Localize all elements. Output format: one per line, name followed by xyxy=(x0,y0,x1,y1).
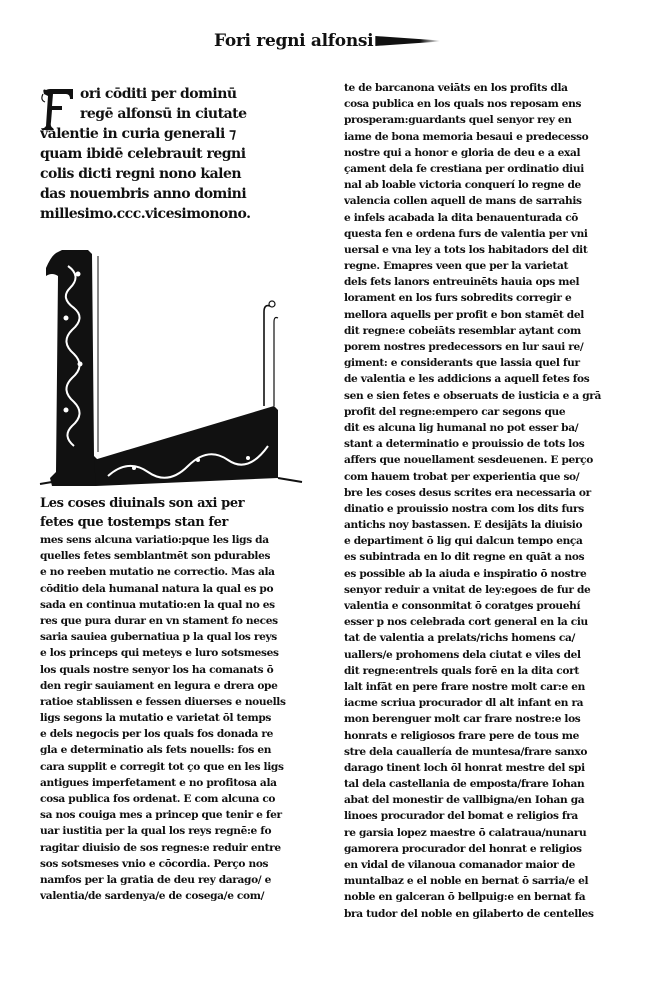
text-line: honrats e religiosos frare pere de tous me xyxy=(344,729,580,742)
text-line: e dels negocis per los quals fos donada re xyxy=(40,728,274,741)
text-line: e no reeben mutatio ne correctio. Mas ala xyxy=(40,566,275,579)
heading-line: regē alfonsū in ciutate xyxy=(80,106,247,122)
heading-line: das nouembris anno domini xyxy=(40,186,247,202)
text-line: nostre qui a honor e gloria de deu e a exal xyxy=(344,146,581,159)
text-line: ligs segons la mutatio e varietat ōl temps xyxy=(40,712,271,725)
heading-line: quam ibidē celebrauit regni xyxy=(40,146,246,162)
text-line: cara supplit e corregit tot ço que en les ligs xyxy=(40,760,284,773)
text-line: uallers/e prohomens dela ciutat e viles del xyxy=(344,648,581,661)
text-line: senyor reduir a vnitat de ley:egoes de fur de xyxy=(344,583,591,596)
text-line: saria sauiea gubernatiua p la qual los reys xyxy=(40,631,277,644)
text-line: sos sotsmeses vnio e cōcordia. Perço nos xyxy=(40,857,269,870)
heading-line: colis dicti regni nono kalen xyxy=(40,166,242,182)
text-line: los quals nostre senyor los ha comanats ō xyxy=(40,663,274,676)
right-column-body xyxy=(344,80,606,922)
lead-line: Les coses diuinals son axi per xyxy=(40,496,245,511)
text-line: bre les coses desus scrites era necessaria or xyxy=(344,486,591,499)
text-line: es possible ab la aiuda e inspiratio ō nostre xyxy=(344,567,587,580)
text-line: tal dela castellania de emposta/frare Iohan xyxy=(344,778,585,791)
text-line: esser p nos celebrada cort general en la ciu xyxy=(344,616,588,629)
text-line: lorament en los furs sobredits corregir e xyxy=(344,292,572,305)
text-line: valentia/de sardenya/e de cosega/e com/ xyxy=(40,890,265,903)
text-line: porem nostres predecessors en lur saui re/ xyxy=(344,341,584,353)
text-line: cosa publica fos ordenat. E com alcuna co xyxy=(40,793,276,805)
text-line: gla e determinatio als fets nouells: fos en xyxy=(40,744,272,757)
text-line: uersal e vna ley a tots los habitadors del dit xyxy=(344,243,588,256)
text-line: linoes procurador del bomat e religios fra xyxy=(344,810,578,823)
heading-line: valentie in curia generali ⁊ xyxy=(40,126,236,142)
running-head xyxy=(214,28,440,54)
text-line: valencia collen aquell de mans de sarrahis xyxy=(344,195,582,208)
text-line: dit es alcuna lig humanal no pot esser ba/ xyxy=(344,421,579,434)
heading-line: ori cōditi per dominū xyxy=(80,86,237,102)
text-line: nal ab loable victoria conquerí lo regne de xyxy=(344,179,581,192)
text-line: sen e sien fetes e obseruats de iusticia e a grā xyxy=(344,389,602,402)
left-column-body xyxy=(40,494,302,904)
text-line: den regir sauiament en legura e drera ope xyxy=(40,679,278,692)
text-line: quelles fetes semblantmēt son pdurables xyxy=(40,550,271,563)
running-head-text: Fori regni alfonsi xyxy=(214,31,374,51)
text-line: com hauem trobat per experientia que so/ xyxy=(344,470,580,483)
text-line: e los princeps qui meteys e luro sotsmeses xyxy=(40,647,279,660)
text-line: es subintrada en lo dit regne en quāt a nos xyxy=(344,551,585,564)
text-line: e departiment ō lig qui dalcun tempo ença xyxy=(344,535,583,548)
text-line: re garsia lopez maestre ō calatraua/nunaru xyxy=(344,826,587,839)
text-line: ratioe stablissen e fessen diuerses e nouells xyxy=(40,695,286,708)
text-line: valentia e consonmitat ō coratges prouehí xyxy=(344,600,581,612)
text-line: affers que nouellament sesdeuenen. E perço xyxy=(344,454,593,467)
text-line: res que pura durar en vn stament fo neces xyxy=(40,614,278,627)
text-line: dit regne:entrels quals forē en la dita cort xyxy=(344,664,579,677)
text-line: prosperam:guardants quel senyor rey en xyxy=(344,114,572,127)
text-line: te de barcanona veiāts en los profits dla xyxy=(344,82,568,94)
text-line: gamorera procurador del honrat e religios xyxy=(344,842,582,855)
text-line: iame de bona memoria besaui e predecesso xyxy=(344,130,589,143)
text-line: ragitar diuisio de sos regnes:e reduir entre xyxy=(40,841,281,854)
text-line: cosa publica en los quals nos reposam ens xyxy=(344,98,582,111)
text-line: en vidal de vilanoua comanador maior de xyxy=(344,859,576,871)
text-line: iacme scriua procurador dl alt infant en ra xyxy=(344,697,584,710)
text-line: e infels acabada la dita benauenturada cō xyxy=(344,211,579,224)
text-line: questa fen e ordena furs de valentia per vni xyxy=(344,227,588,240)
text-line: stre dela cauallería de muntesa/frare sanxo xyxy=(344,745,588,758)
text-line: sa nos couiga mes a princep que tenir e fer xyxy=(40,809,282,822)
text-line: regne. Emapres veen que per la varietat xyxy=(344,260,569,273)
text-line: mellora aquells per profit e bon stamēt del xyxy=(344,308,584,321)
text-line: antichs noy bastassen. E desijāts la diuisio xyxy=(344,519,583,532)
text-line: noble en galceran ō bellpuig:e en bernat fa xyxy=(344,891,586,904)
text-line: tat de valentia a prelats/richs homens ca/ xyxy=(344,632,575,645)
running-head-flourish xyxy=(375,36,440,46)
heading-block xyxy=(40,84,302,224)
text-line: çament dela fe crestiana per ordinatio diui xyxy=(344,162,584,175)
text-line: antigues imperfetament e no profitosa ala xyxy=(40,776,277,789)
text-line: mon berenguer molt car frare nostre:e los xyxy=(344,713,581,726)
text-line: dit regne:e cobeiāts resemblar aytant com xyxy=(344,324,581,337)
text-line: uar iustitia per la qual los reys regnē:e fo xyxy=(40,825,272,838)
text-line: abat del monestir de vallbigna/en Iohan ga xyxy=(344,794,585,807)
text-line: mes sens alcuna variatio:pque les ligs da xyxy=(40,534,269,546)
text-line: cōditio dela humanal natura la qual es po xyxy=(40,582,274,595)
text-line: sada en continua mutatio:en la qual no es xyxy=(40,598,275,611)
text-line: bra tudor del noble en gilaberto de centelles xyxy=(344,907,594,920)
text-line: stant a determinatio e prouissio de tots los xyxy=(344,438,585,451)
text-line: darago tinent loch ōl honrat mestre del spi xyxy=(344,761,585,774)
text-line: de valentia e les addicions a aquell fetes fos xyxy=(344,373,590,386)
heading-line: millesimo.ccc.vicesimonono. xyxy=(40,206,251,222)
text-line: dels fets lanors entreuinēts hauia ops mel xyxy=(344,276,580,289)
text-line: lalt infāt en pere frare nostre molt car:e en xyxy=(344,680,585,693)
text-line: profit del regne:empero car segons que xyxy=(344,405,566,418)
lead-line: fetes que tostemps stan fer xyxy=(40,515,228,530)
text-line: giment: e considerants que lassia quel fur xyxy=(344,357,580,370)
text-line: dinatio e prouissio nostra com los dits furs xyxy=(344,502,584,515)
initial-l-ornament xyxy=(38,246,304,490)
text-line: namfos per la gratia de deu rey darago/ e xyxy=(40,873,272,886)
text-line: muntalbaz e el noble en bernat ō sarria/e el xyxy=(344,875,589,888)
